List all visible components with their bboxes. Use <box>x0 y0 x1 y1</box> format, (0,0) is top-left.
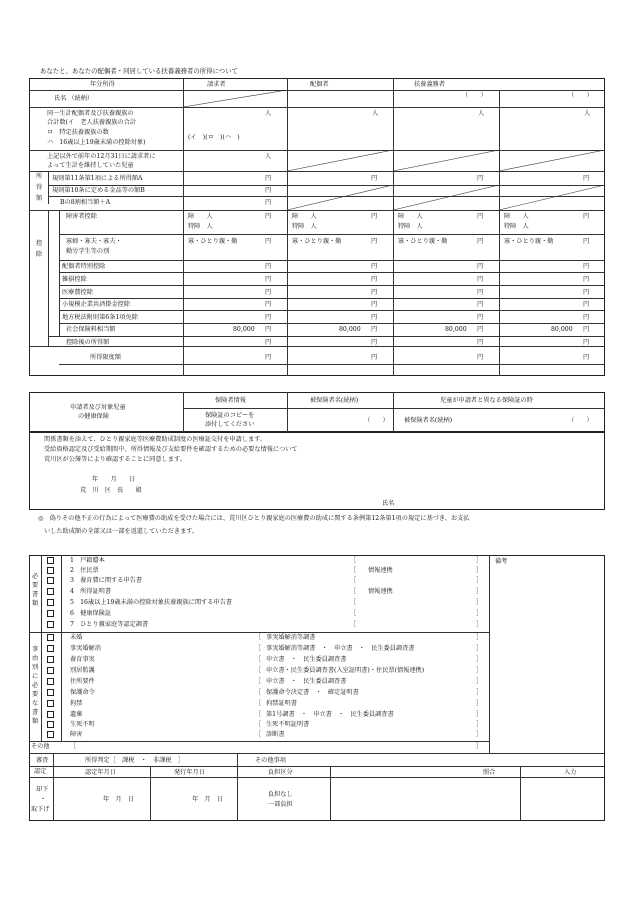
unit-yen: 円 <box>371 354 378 361</box>
row-b-label: 規則第10条に定める金品等の額B <box>52 187 145 194</box>
unit-yen: 円 <box>583 339 590 346</box>
disabled-special: 特障 人 <box>292 223 317 230</box>
bracket-open: ［ <box>255 731 262 738</box>
disabled-special: 特障 人 <box>398 223 423 230</box>
declaration-line-1: 関係書類を添えて、ひとり親家庭等医療費助成制度の医療証交付を申請します。 <box>44 436 267 443</box>
bracket-close: ］ <box>476 588 483 595</box>
bracket-open: ［ <box>350 577 357 584</box>
bracket-close: ］ <box>476 599 483 606</box>
bracket-open: ［ <box>350 567 357 574</box>
declaration-addressee: 荒 川 区 長 殿 <box>80 487 142 494</box>
bracket-open: ［ <box>255 700 262 707</box>
bracket-close: ］ <box>476 577 483 584</box>
bracket-close: ］ <box>476 656 483 663</box>
unit-yen: 円 <box>371 326 378 333</box>
row-name-label: 氏名 （続柄） <box>54 95 94 102</box>
reason-docs: 拘禁証明書 <box>266 700 297 707</box>
input-label: 入力 <box>564 769 577 776</box>
unit-yen: 円 <box>583 175 590 182</box>
unit-yen: 円 <box>583 263 590 270</box>
disabled-special: 特障 人 <box>188 223 213 230</box>
required-group-1: 必 <box>32 573 39 580</box>
unit-person: 人 <box>265 110 272 117</box>
disabled-count: 障 人 <box>292 213 317 220</box>
bracket-open: ［ <box>255 721 262 728</box>
col-spouse-header: 配偶者 <box>310 81 329 88</box>
col-insured-name: 被保険者名(続柄) <box>310 397 359 404</box>
unit-yen: 円 <box>371 175 378 182</box>
unit-yen: 円 <box>477 175 484 182</box>
bracket-close: ］ <box>476 557 483 564</box>
bracket-close: ］ <box>476 678 483 685</box>
declaration-line-2: 受給資格認定及び受給期間中、所得情報及び支給要件を確認するための必要な情報について <box>44 446 298 453</box>
reason-item: 別居監護 <box>70 667 95 674</box>
info-link-note: 情報連携 <box>368 588 393 595</box>
required-item: 5 16歳以上19歳未満の控除対象扶養親族に関する申告書 <box>70 599 232 606</box>
reason-item: 遺棄 <box>70 711 83 718</box>
unit-yen: 円 <box>265 175 272 182</box>
checkbox[interactable] <box>47 656 54 663</box>
checkbox[interactable] <box>47 599 54 606</box>
checkbox[interactable] <box>47 557 54 564</box>
reason-docs: 申立書・民生委員調査書(入室証明書)・住民票(情報連携) <box>266 667 425 674</box>
unit-yen: 円 <box>477 339 484 346</box>
unit-person: 人 <box>265 153 272 160</box>
reason-group-3: 別 <box>32 664 39 671</box>
social-ins-value: 80,000 <box>445 326 467 333</box>
checkbox[interactable] <box>47 577 54 584</box>
checkbox[interactable] <box>47 634 54 641</box>
unit-yen: 円 <box>265 354 272 361</box>
reason-group-6: 要 <box>32 691 39 698</box>
required-item: 2 住民票 <box>70 567 99 574</box>
checkbox[interactable] <box>47 645 54 652</box>
dependents-label-4: ハ 16歳以上19歳未満の控除対象) <box>47 139 146 146</box>
disabled-count: 障 人 <box>504 213 529 220</box>
unit-yen: 円 <box>477 213 484 220</box>
unit-yen: 円 <box>583 213 590 220</box>
unit-yen: 円 <box>371 276 378 283</box>
unit-person: 人 <box>478 110 485 117</box>
unit-yen: 円 <box>371 263 378 270</box>
signature-label[interactable]: 氏名 <box>382 500 395 507</box>
group-deduction-1: 控 <box>36 240 43 247</box>
bracket-open: ［ <box>350 610 357 617</box>
unit-person: 人 <box>372 110 379 117</box>
unit-yen: 円 <box>583 354 590 361</box>
review-label: 審査 <box>36 757 49 764</box>
unit-yen: 円 <box>477 354 484 361</box>
unit-yen: 円 <box>371 301 378 308</box>
unit-yen: 円 <box>265 276 272 283</box>
checkbox[interactable] <box>47 731 54 738</box>
unit-yen: 円 <box>583 326 590 333</box>
reason-item: 生死不明 <box>70 721 95 728</box>
col-insurer-info: 保険者情報 <box>215 397 246 404</box>
required-item: 7 ひとり親家庭等認定調書 <box>70 621 149 628</box>
unit-person: 人 <box>584 110 591 117</box>
bracket-close: ］ <box>476 700 483 707</box>
required-group-2: 要 <box>32 582 39 589</box>
supporter2-relation[interactable]: （ ） <box>568 92 593 99</box>
group-income-2: 得 <box>36 184 43 191</box>
row-widow-label-1: 寡婦・寡夫・寡夫・ <box>66 238 122 245</box>
row-spouse-special-label: 配偶者特別控除 <box>62 263 106 270</box>
checkbox[interactable] <box>47 588 54 595</box>
checkbox[interactable] <box>47 700 54 707</box>
unit-yen: 円 <box>265 238 272 245</box>
burden-none[interactable]: 負担なし <box>268 791 293 798</box>
dismiss-dot: ・ <box>40 796 47 803</box>
required-group-3: 書 <box>32 591 39 598</box>
reason-group-8: 書 <box>32 709 39 716</box>
declaration-line-3: 荒川区が公簿等により確認することに同意します。 <box>44 456 186 463</box>
reason-group-2: 由 <box>32 655 39 662</box>
approval-date-header: 認定年月日 <box>85 769 116 776</box>
row-a-label: 規則第11条第1項による所得額A <box>52 175 143 182</box>
documents-table <box>29 555 605 821</box>
reason-group-4: に <box>32 673 39 680</box>
bracket-open: ［ <box>255 711 262 718</box>
unit-yen: 円 <box>265 314 272 321</box>
bracket-open: ［ <box>255 634 262 641</box>
bracket-close: ］ <box>476 610 483 617</box>
dismiss-label: 却下 <box>36 786 49 793</box>
bracket-close: ］ <box>476 689 483 696</box>
disabled-count: 障 人 <box>398 213 423 220</box>
insurance-title-2: の健康保険 <box>78 413 109 420</box>
bracket-close: ］ <box>476 721 483 728</box>
unit-yen: 円 <box>477 301 484 308</box>
dependents-label-1: 同一生計配偶者及び扶養親族の <box>47 110 134 117</box>
col-applicant-header: 請求者 <box>207 81 226 88</box>
info-link-note: 情報連携 <box>368 567 393 574</box>
disabled-count: 障 人 <box>188 213 213 220</box>
child-insured-label: 被保険者名(続柄) <box>404 417 453 424</box>
reason-item: 未婚 <box>70 634 83 641</box>
reason-group-7: な <box>32 700 39 707</box>
required-item: 4 所得証明書 <box>70 588 112 595</box>
unit-yen: 円 <box>371 213 378 220</box>
child-label-2: よって生計を維持していた児童 <box>47 162 134 169</box>
unit-yen: 円 <box>477 238 484 245</box>
bracket-open: ［ <box>255 645 262 652</box>
group-income-1: 所 <box>36 173 43 180</box>
burden-partial[interactable]: 一部負担 <box>268 801 293 808</box>
row-local-tax-label: 地方税法附則第6条1項免除 <box>62 314 138 321</box>
reason-docs: 事実婚解消等調書 <box>266 634 316 641</box>
iroha-counts[interactable]: (イ )(ロ )(ハ ) <box>188 134 240 141</box>
checkbox[interactable] <box>47 711 54 718</box>
approval-date-value[interactable]: 年 月 日 <box>103 796 134 803</box>
bracket-close: ］ <box>476 731 483 738</box>
bracket-open: ［ <box>70 743 77 750</box>
group-deduction-2: 除 <box>36 251 43 258</box>
unit-yen: 円 <box>371 314 378 321</box>
unit-yen: 円 <box>371 289 378 296</box>
income-caption: あなたと、あなたの配偶者・同居している扶養義務者の所得について <box>40 67 238 75</box>
widow-options[interactable]: 寡・ひとり親・勤 <box>292 238 342 245</box>
unit-yen: 円 <box>265 263 272 270</box>
unit-yen: 円 <box>583 238 590 245</box>
bracket-open: ［ <box>350 599 357 606</box>
notice-line-2: いした助成額の全部又は一部を返還していただきます。 <box>44 528 199 535</box>
copy-note-1: 保険証のコピーを <box>205 412 255 419</box>
reason-docs: 保護命令決定書 ・ 確定証明書 <box>266 689 359 696</box>
bracket-open: ［ <box>350 588 357 595</box>
declaration-date[interactable]: 年 月 日 <box>92 476 136 483</box>
social-ins-value: 80,000 <box>551 326 573 333</box>
row-disabled-label: 障害者控除 <box>66 213 97 220</box>
disabled-special: 特障 人 <box>504 223 529 230</box>
row-limit-label: 所得限度額 <box>90 354 121 361</box>
col-year-header: 年分所得 <box>90 81 115 88</box>
reason-docs: 事実婚解消等調書 ・ 申立書 ・ 民生委員調査書 <box>266 645 415 652</box>
copy-note-2: 添付してください <box>205 421 255 428</box>
unit-yen: 円 <box>371 339 378 346</box>
other-label: その他 <box>31 743 50 750</box>
row-medical-label: 医療費控除 <box>62 289 93 296</box>
bracket-open: ［ <box>255 667 262 674</box>
unit-yen: 円 <box>265 289 272 296</box>
unit-yen: 円 <box>477 263 484 270</box>
unit-yen: 円 <box>265 301 272 308</box>
reason-docs: 第1号調書 ・ 申立書 ・ 民生委員調査書 <box>266 711 394 718</box>
checkbox[interactable] <box>47 621 54 628</box>
insured-relation[interactable]: （ ） <box>364 417 389 424</box>
row-small-business-label: 小規模企業共済掛金控除 <box>62 301 131 308</box>
required-group-4: 類 <box>32 600 39 607</box>
reason-item: 拘禁 <box>70 700 83 707</box>
unit-yen: 円 <box>583 314 590 321</box>
unit-yen: 円 <box>265 187 272 194</box>
bracket-close: ］ <box>476 667 483 674</box>
declaration-box <box>29 432 605 510</box>
reason-docs: 申立書 ・ 民生委員調査書 <box>266 678 347 685</box>
unit-yen: 円 <box>583 301 590 308</box>
bracket-open: ［ <box>350 621 357 628</box>
other-matters: その他事項 <box>255 757 286 764</box>
reason-group-9: 類 <box>32 718 39 725</box>
reason-docs: 申立書 ・ 民生委員調査書 <box>266 656 347 663</box>
reason-group-1: 事 <box>32 646 39 653</box>
unit-yen: 円 <box>477 289 484 296</box>
unit-yen: 円 <box>265 326 272 333</box>
col-different-card: 児童が申請者と異なる保険証の時 <box>440 397 533 404</box>
notice-line-1: ◎ 偽りその他不正の行為によって医療費の助成を受けた場合には、荒川区ひとり親家庭の医療費の助成に関する条例第12条第1項の規定に基づき、お支払 <box>38 515 470 522</box>
bracket-open: ［ <box>255 689 262 696</box>
withdraw-label: 取下げ <box>31 806 50 813</box>
burden-header: 負担区分 <box>268 769 293 776</box>
required-item: 6 健康保険証 <box>70 610 112 617</box>
bracket-close: ］ <box>476 621 483 628</box>
bracket-open: ［ <box>350 557 357 564</box>
bracket-close: ］ <box>476 711 483 718</box>
row-widow-label-2: 勤労学生等の別 <box>66 248 110 255</box>
reason-docs: 診断書 <box>266 731 285 738</box>
unit-yen: 円 <box>265 213 272 220</box>
bracket-open: ［ <box>255 656 262 663</box>
row-social-ins-label: 社会保険料相当額 <box>66 326 116 333</box>
unit-yen: 円 <box>477 276 484 283</box>
checkbox[interactable] <box>47 678 54 685</box>
unit-yen: 円 <box>477 314 484 321</box>
remarks-label: 備考 <box>495 558 508 565</box>
check-label: 照合 <box>483 769 496 776</box>
required-item: 3 養育費に関する申告書 <box>70 577 142 584</box>
reason-item: 住所要件 <box>70 678 95 685</box>
checkbox[interactable] <box>47 667 54 674</box>
widow-options[interactable]: 寡・ひとり親・勤 <box>398 238 448 245</box>
bracket-close: ］ <box>476 645 483 652</box>
reason-item: 保護命令 <box>70 689 95 696</box>
child-label-1: 上記以外で前年の12月31日に請求者に <box>47 153 156 160</box>
unit-yen: 円 <box>583 289 590 296</box>
group-income-3: 額 <box>36 195 43 202</box>
dependents-label-3: ロ 特定扶養親族の数 <box>47 129 109 136</box>
bracket-close: ］ <box>476 567 483 574</box>
row-b8-label: Bの8割相当額＋A <box>60 199 111 206</box>
dependents-label-2: 合計数(イ 老人扶養親族の合計 <box>47 119 137 126</box>
social-ins-value: 80,000 <box>233 326 255 333</box>
reason-group-5: 必 <box>32 682 39 689</box>
widow-options[interactable]: 寡・ひとり親・勤 <box>188 238 238 245</box>
checkbox[interactable] <box>47 721 54 728</box>
reason-item: 事実婚解消 <box>70 645 101 652</box>
approval-label: 認定 <box>34 768 47 775</box>
required-item: 1 戸籍謄本 <box>70 557 105 564</box>
supporter1-relation[interactable]: （ ） <box>462 92 487 99</box>
issue-date-value[interactable]: 年 月 日 <box>192 796 223 803</box>
child-insured-relation[interactable]: （ ） <box>568 417 593 424</box>
unit-yen: 円 <box>477 326 484 333</box>
reason-item: 養育事実 <box>70 656 95 663</box>
reason-docs: 生死不明証明書 <box>266 721 310 728</box>
bracket-close: ］ <box>476 634 483 641</box>
unit-yen: 円 <box>583 276 590 283</box>
unit-yen: 円 <box>371 238 378 245</box>
reason-item: 障害 <box>70 731 83 738</box>
checkbox[interactable] <box>47 689 54 696</box>
unit-yen: 円 <box>265 199 272 206</box>
col-supporter-header: 扶養義務者 <box>414 81 445 88</box>
row-misc-loss-label: 雑損控除 <box>62 276 87 283</box>
social-ins-value: 80,000 <box>339 326 361 333</box>
checkbox[interactable] <box>47 567 54 574</box>
issue-date-header: 発行年月日 <box>174 769 205 776</box>
widow-options[interactable]: 寡・ひとり親・勤 <box>504 238 554 245</box>
unit-yen: 円 <box>265 339 272 346</box>
bracket-open: ［ <box>255 678 262 685</box>
income-judgment[interactable]: 所得判定［ 課税 ・ 非課税 ］ <box>85 757 184 764</box>
checkbox[interactable] <box>47 610 54 617</box>
bracket-close: ］ <box>476 743 483 750</box>
insurance-title-1: 申請者及び対象児童 <box>70 404 126 411</box>
row-after-label: 控除後の所得額 <box>66 339 110 346</box>
